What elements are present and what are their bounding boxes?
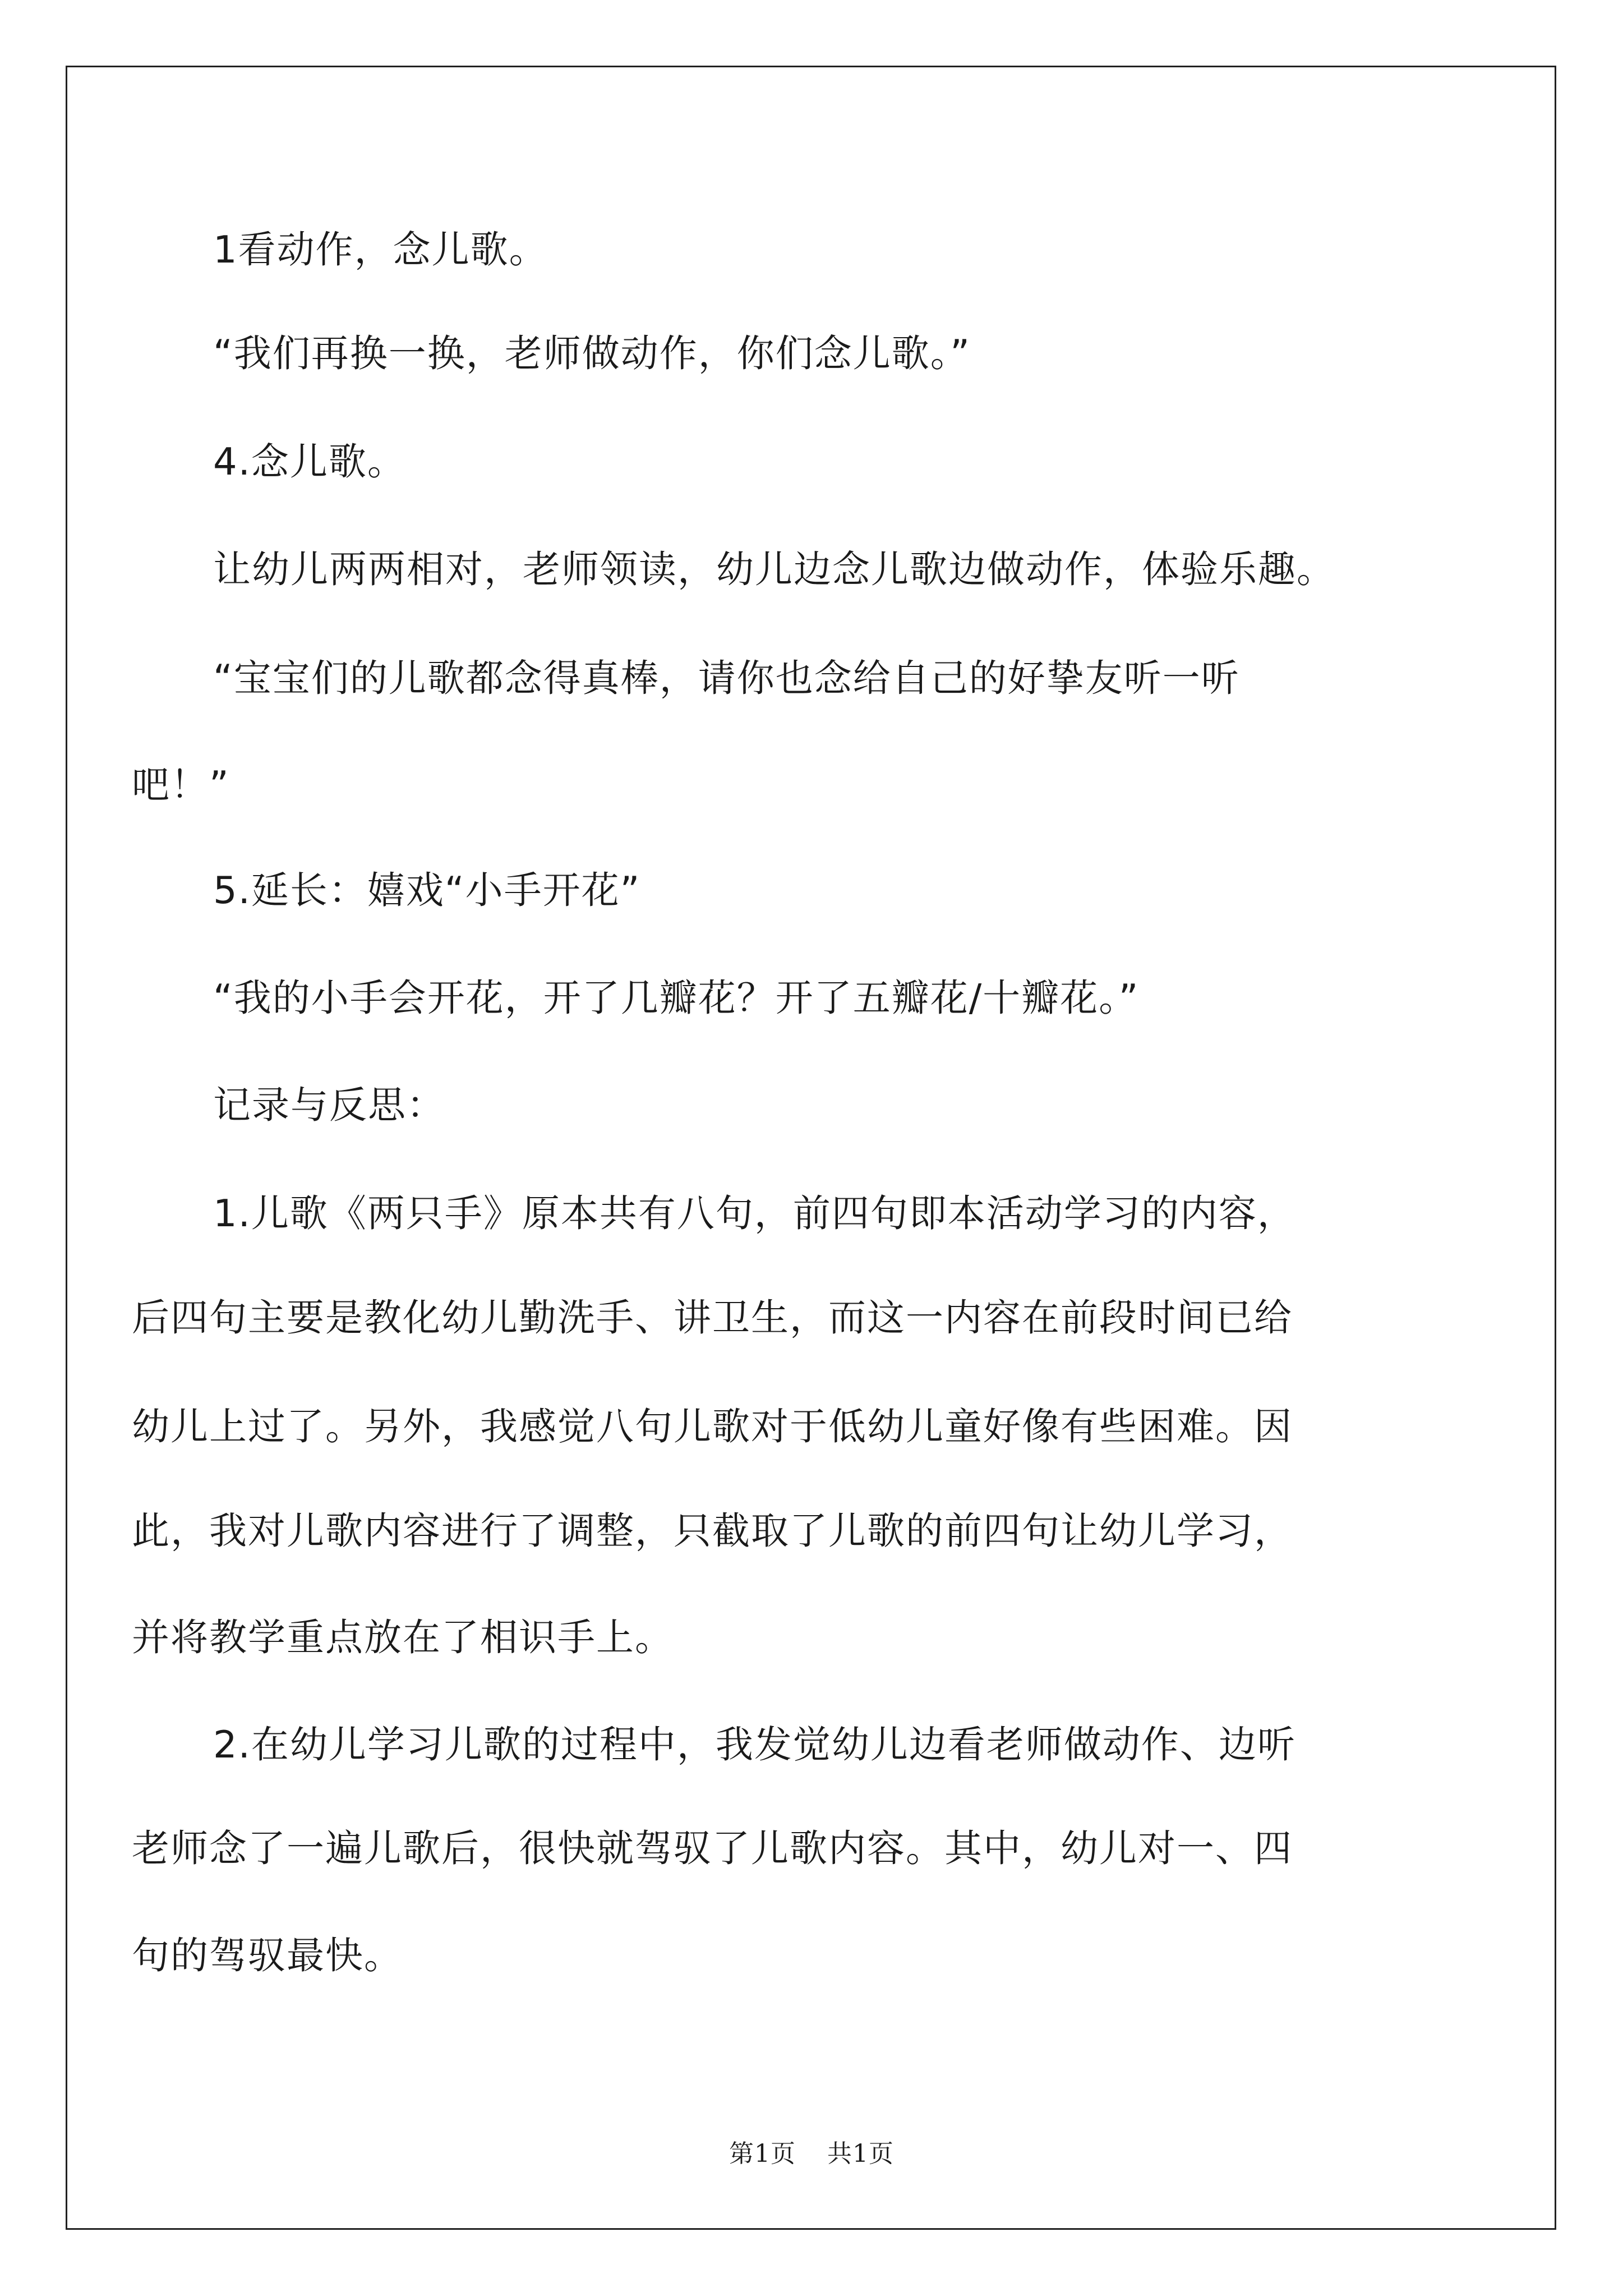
paragraph-7: “我的小手会开花，开了几瓣花？开了五瓣花/十瓣花。” (213, 976, 1140, 1020)
paragraph-3: 4.念儿歌。 (213, 440, 406, 484)
paragraph-4: 让幼儿两两相对，老师领读，幼儿边念儿歌边做动作，体验乐趣。 (213, 547, 1335, 591)
paragraph-10: 2.在幼儿学习儿歌的过程中，我发觉幼儿边看老师做动作、边听 (213, 1723, 1296, 1766)
paragraph-2: “我们再换一换，老师做动作，你们念儿歌。” (213, 332, 971, 375)
paragraph-6: 5.延长：嬉戏“小手开花” (213, 868, 641, 912)
paragraph-9-line-4: 此，我对儿歌内容进行了调整，只截取了儿歌的前四句让幼儿学习， (132, 1509, 1293, 1553)
paragraph-9-line-5: 并将教学重点放在了相识手上。 (132, 1616, 674, 1659)
page-border (66, 66, 1556, 2230)
paragraph-10-line-3: 句的驾驭最快。 (132, 1934, 403, 1977)
paragraph-5: “宝宝们的儿歌都念得真棒，请你也念给自己的好挚友听一听 (213, 656, 1240, 700)
paragraph-9-line-3: 幼儿上过了。另外，我感觉八句儿歌对于低幼儿童好像有些困难。因 (132, 1405, 1293, 1448)
paragraph-10-line-2: 老师念了一遍儿歌后，很快就驾驭了儿歌内容。其中，幼儿对一、四 (132, 1826, 1293, 1870)
paragraph-5-cont: 吧！” (132, 763, 230, 807)
page-footer (0, 2139, 1623, 2168)
paragraph-8: 记录与反思： (213, 1083, 445, 1127)
paragraph-1: 1看动作，念儿歌。 (213, 228, 548, 272)
paragraph-9: 1.儿歌《两只手》原本共有八句，前四句即本活动学习的内容， (213, 1191, 1296, 1235)
page-total: 共1页 (827, 2139, 894, 2168)
page-number: 第1页 (729, 2139, 796, 2168)
paragraph-9-line-2: 后四句主要是教化幼儿勤洗手、讲卫生，而这一内容在前段时间已给 (132, 1296, 1293, 1340)
